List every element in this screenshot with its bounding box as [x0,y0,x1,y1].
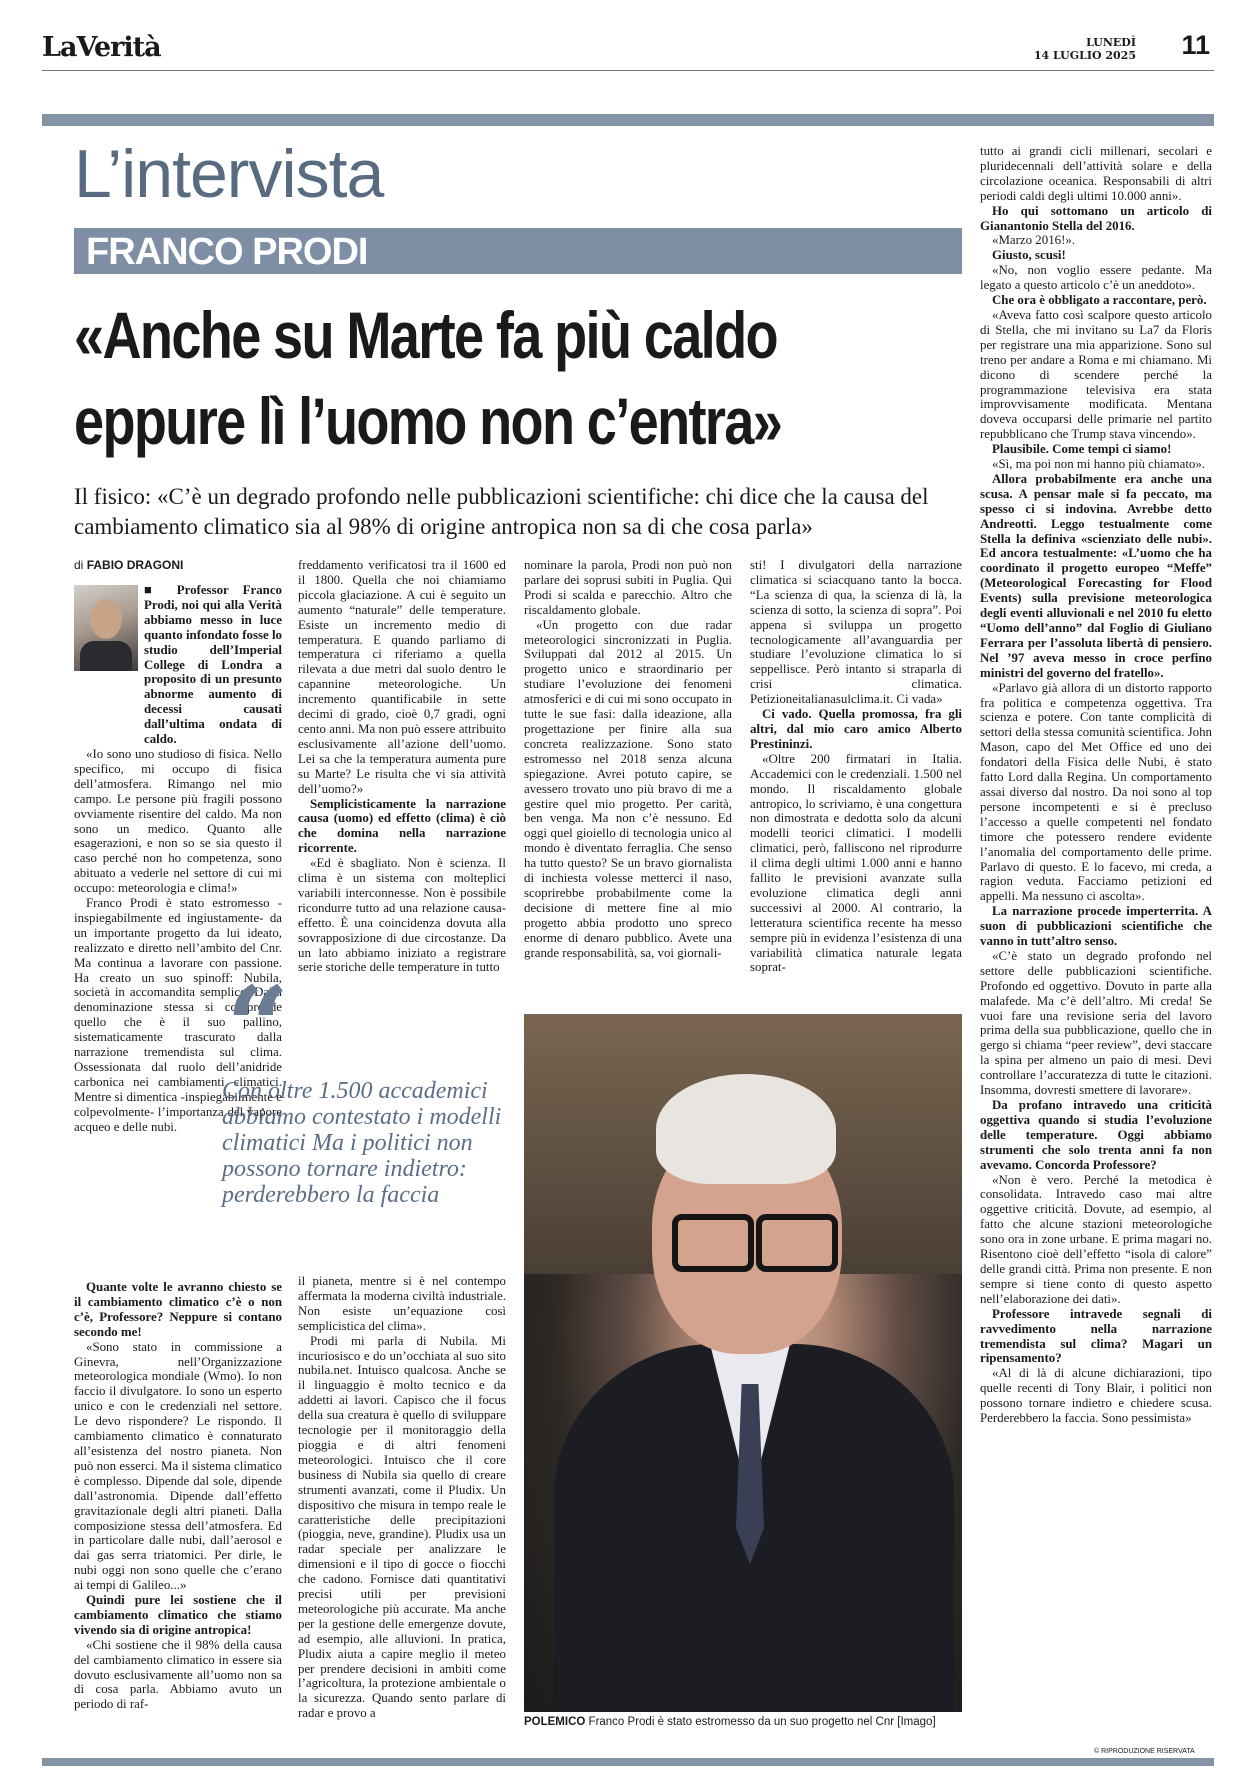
byline-prefix: di [74,558,84,572]
headline [74,292,812,464]
photo-caption [524,1716,964,1728]
photo-hair [656,1074,836,1184]
article-paragraph: «Sì, ma poi non mi hanno più chiamato». [992,457,1206,472]
article-column-3 [524,558,732,960]
issue-day: LUNEDÌ [1086,36,1136,49]
article-paragraph: «No, non voglio essere pedante. Ma legato a questo articolo c’è un aneddoto». [980,263,1212,293]
article-column-2-lower [298,1274,506,1721]
article-paragraph: Ho qui sottomano un articolo di Gianantonio Stella del 2016. [980,203,1212,233]
article-paragraph: nominare la parola, Prodi non può non parlare dei soprusi subiti in Puglia. Qui Prodi si scalda e parecchio. Altro che riscaldamento globale. [524,558,732,617]
pull-quote: Con oltre 1.500 accademici abbiamo contestato i modelli climatici Ma i politici non possono tornare indietro: perderebbero la faccia [222,1078,502,1208]
article-column-4 [750,558,962,975]
article-paragraph: Quindi pure lei sostiene che il cambiamento climatico che stiamo vivendo sia di origine antropica! [74,1593,282,1637]
article-paragraph: Prodi mi parla di Nubila. Mi incuriosisco e do un’occhiata al suo sito nubila.net. Intuisco qualcosa. Anche se il linguaggio è molto tecnico e da addetti ai lavori. Capisco che il focus della sua creatura è quello di sviluppare tecnologie per il monitoraggio della pioggia e di altri fenomeni meteorologici. Intuisco che il core business di Nubila sia quello di creare strumenti avanzati, come il Pludix. Un dispositivo che misura in tempo reale le caratteristiche delle precipitazioni (pioggia, neve, grandine). Pludix usa un radar speciale per analizzare le dimensioni e il tipo di gocce o fiocchi che cadono. Fornisce dati quantitativi precisi utili per previsioni meteorologiche più accurate. Ma anche per la gestione delle emergenze dovute, ad esempio, alle alluvioni. In pratica, Pludix aiuta a capire meglio il meteo per prendere decisioni in ambiti come l’agricoltura, la protezione ambientale o la sicurezza. Quando sento parlare di radar e provo a [298,1333,506,1721]
section-label: L’intervista [74,136,384,212]
article-paragraph: Ci vado. Quella promossa, fra gli altri, dal mio caro amico Alberto Prestininzi. [750,707,962,751]
article-paragraph: ■ Professor Franco Prodi, noi qui alla Verità abbiamo messo in luce quanto infondato fosse lo studio dell’Imperial College di Londra a proposito di un presunto abnorme aumento di decessi causati dall’ultima ondata di caldo. [144,583,282,747]
article-paragraph: freddamento verificatosi tra il 1600 ed il 1800. Quella che noi chiamiamo piccola glaciazione. A cui è seguito un aumento “naturale” delle temperature. Esiste un incremento medio di temperatura. E quando parliamo di temperatura ci riferiamo a quella rilevata a due metri dal suolo dentro le capannine meteorologiche. Un incremento quantificabile in sette decimi di grado, cioè 0,7 gradi, ogni cento anni. Ma non può essere attribuito esclusivamente all’azione dell’uomo. Lei sa che la temperatura aumenta pure su Marte? Le risulta che vi sia attività dell’uomo?» [298,558,506,796]
article-paragraph: «Sono stato in commissione a Ginevra, nell’Organizzazione meteorologica mondiale (Wmo). Io non faccio il divulgatore. Io sono un esperto unico e con le credenziali nel settore. Le devo rispondere? Le rispondo. Il cambiamento climatico è connaturato all’esistenza del nostro pianeta. Non può non esserci. Ma il sistema climatico è complesso. Dipende dal sole, dipende dall’astronomia. Dipende dall’effetto gravitazionale degli altri pianeti. Dalla composizione stessa dell’atmosfera. Ed in particolare dalle nubi, dall’aerosol e dai gas serra triatomici. Per dirle, le nubi oggi non sono quelle che c’erano ai tempi di Galileo...» [74,1339,282,1593]
article-paragraph: sti! I divulgatori della narrazione climatica si sciacquano tanto la bocca. “La scienza di qua, la scienza di là, la scienza di sotto, la scienza di sopra”. Poi appena si sviluppa un progetto tecnologicamente all’avanguardia per studiare l’evoluzione climatica lo si seppellisce. Però intanto si straparla di crisi climatica. Petizioneitalianasulclima.it. Ci vada» [750,558,962,707]
article-paragraph: Da profano intravedo una criticità oggettiva quando si studia l’evoluzione delle temperature. Oggi abbiamo strumenti che solo trenta anni fa non avevamo. Concorda Professore? [980,1098,1212,1172]
byline [74,558,183,572]
headline-line-1: «Anche su Marte fa più caldo [74,298,777,372]
article-paragraph: Plausibile. Come tempi ci siamo! [992,442,1172,457]
article-paragraph: Franco Prodi è stato estromesso -inspiegabilmente ed ingiustamente- da un importante progetto da lui ideato, realizzato e diretto nell’ambito del Cnr. Ma continua a lavorare con passione. Ha creato un suo spinoff: Nubila, società in accomandita semplice. Dalla denominazione stessa si comprende quello che è il suo pallino, sistematicamente trascurato dalla narrazione tremendista sul clima. Ossessionata dal ruolo dell’anidride carbonica nei cambiamenti climatici. Mentre si dimentica -inspiegabilmente e colpevolmente- l’importanza del vapore acqueo e delle nubi. [74,896,282,1134]
article-paragraph: «Chi sostiene che il 98% della causa del cambiamento climatico in essere sia dovuto esclusivamente all’uomo non sa di cosa parla. Abbiamo avuto un periodo di raf- [74,1637,282,1712]
masthead [42,30,1214,71]
article-paragraph: «Oltre 200 firmatari in Italia. Accademici con le credenziali. 1.500 nel mondo. Il riscaldamento globale antropico, lo scriviamo, è una congettura non dimostrata e dedotta solo da alcuni modelli teorici climatici. I modelli climatici, però, falliscono nel riprodurre il clima degli ultimi 1.000 anni e hanno fallito le previsioni avanzate sulla evoluzione climatica degli anni successivi al 2000. Al contrario, la letteratura scientifica recente ha messo sempre più in evidenza l’esistenza di una variabilità climatica naturale legata soprat- [750,751,962,975]
article-paragraph: «C’è stato un degrado profondo nel settore delle pubblicazioni scientifiche. Profondo ed oggettivo. Dovuto in parte alla malafede. Ma c’è dell’altro. Mi creda! Se vuoi fare una revisione seria del lavoro prima della sua pubblicazione, quello che in gergo si chiama “peer review”, devi staccare la spina per almeno un paio di mesi. Devi controllare l’accuratezza di tutte le citazioni. Insomma, dovresti smettere di lavorare». [980,948,1212,1098]
article-paragraph: «Ed è sbagliato. Non è scienza. Il clima è un sistema con molteplici variabili interconnesse. Non è possibile ricondurre tutto ad una relazione causa-effetto. È una coincidenza dovuta alla sovrapposizione di due circostanze. Da un lato abbiamo iniziato a registrare serie storiche delle temperature in tutto [298,856,506,975]
byline-author: FABIO DRAGONI [86,558,184,572]
quote-mark-icon: “ [226,962,290,1091]
article-paragraph: Allora probabilmente era anche una scusa. A pensar male si fa peccato, ma spesso ci si indovina. Avrebbe detto Andreotti. Leggo testualmente come Stella la definiva «scienziato delle nubi». Ed ancora testualmente: «L’uomo che ha coordinato il progetto europeo “Meffe” (Meteorological Forecasting for Flood Events) sulla previsione meteorologica degli eventi alluvionali e nel 2010 fu eletto “Uomo dell’anno” dal Foglio di Giuliano Ferrara per l’assoluta libertà di pensiero. Nel ’97 aveva messo in croce perfino ministri del governo del fratello». [980,471,1212,680]
article-column-2 [298,558,506,975]
article-paragraph: «Parlavo già allora di un distorto rapporto fra politica e competenza oggettiva. Tra scienza e potere. Con tante complicità di settori della stessa comunità scientifica. John Mason, capo del Met Office ed uno dei fondatori della Fisica delle Nubi, è stato fatto Lord dalla Regina. Un comportamento assai diverso dal nostro. Da noi sono al top persone incompetenti e si è precluso l’accesso a quelle competenti nel fondato timore che potessero rendere evidente l’anomalia del comportamento delle prime. Parlavo di questo. E lo facevo, mi creda, a ragion veduta. Facciamo petizioni ed appelli. Ma nessuno ci ascolta». [980,680,1212,904]
article-paragraph: «Aveva fatto così scalpore questo articolo di Stella, che mi invitano su La7 da Floris per registrare una mia apparizione. Sono sul treno per andare a Roma e mi chiamano. Mi dicono di scendere perché la programmazione televisiva era stata improvvisamente modificata. Mentana doveva occuparsi delle primarie nel partito repubblicano che Trump stava vincendo». [980,307,1212,442]
kicker: FRANCO PRODI [86,231,368,273]
article-paragraph: Quante volte le avranno chiesto se il cambiamento climatico c’è o non c’è, Professore? Neppure si contano secondo me! [74,1280,282,1339]
article-paragraph: il pianeta, mentre si è nel contempo affermata la moderna civiltà industriale. Non esiste un’equazione così semplicistica del clima». [298,1274,506,1333]
top-rule [42,114,1214,126]
kicker-bar [74,228,962,274]
issue-full-date: 14 LUGLIO 2025 [1033,49,1136,62]
article-column-1-lower [74,1280,282,1712]
article-column-5 [980,144,1212,1426]
article-paragraph: «Marzo 2016!». [992,233,1076,248]
caption-text: Franco Prodi è stato estromesso da un suo progetto nel Cnr [Imago] [585,1716,936,1728]
newspaper-logo: LaVerità [42,32,161,63]
bottom-rule [42,1758,1214,1766]
headline-line-2: eppure lì l’uomo non c’entra» [74,384,782,458]
article-paragraph: tutto ai grandi cicli millenari, secolari e pluridecennali dell’attività solare e della circolazione oceanica. Responsabili di altri periodi caldi degli ultimi 10.000 anni». [980,144,1212,203]
subheadline: Il fisico: «C’è un degrado profondo nelle pubblicazioni scientifiche: chi dice che la causa del cambiamento climatico sia al 98% di origine antropica non sa di che cosa parla» [74,484,929,539]
glasses-left-lens [672,1214,754,1272]
article-paragraph: «Al di là di alcune dichiarazioni, tipo quelle recenti di Tony Blair, i politici non possono tornare indietro e chiedere scusa. Perderebbero la faccia. Sono pessimista» [980,1366,1212,1426]
issue-date [1034,36,1136,62]
page-number: 11 [1181,30,1210,60]
glasses-right-lens [756,1214,838,1272]
article-paragraph: «Io sono uno studioso di fisica. Nello specifico, mi occupo di fisica dell’atmosfera. Rimango nel mio campo. Le persone più fragili possono ovviamente risentire del caldo. Ma non sono un medico. Quanto alle esagerazioni, e non so se sia questo il caso perché non ho competenza, sono abituato a vederle nel settore di cui mi occupo: meteorologia e clima!» [74,746,282,896]
article-paragraph: «Un progetto con due radar meteorologici sincronizzati in Puglia. Sviluppati dal 2012 al 2015. Un progetto unico e straordinario per studiare l’evoluzione dei fenomeni atmosferici e di cui mi sono occupato in tutte le sue fasi: dalla ideazione, alla progettazione per finire alla sua concreta realizzazione. Sono stato estromesso nel 2018 senza alcuna spiegazione. Avrei potuto capire, se avessero trovato uno più bravo di me a gestire quel mio progetto. Per carità, ben venga. Ma non c’è nessuno. Ed oggi quel gioiello di tecnologia unico al mondo è diventato ferraglia. Che senso ha tutto questo? Se un bravo giornalista di inchiesta volesse metterci il naso, scoprirebbe probabilmente come la decisione di mettere fine al mio progetto abbia prodotto uno spreco enorme di denaro pubblico. Avete una grande responsabilità, sa, voi giornali- [524,617,732,960]
subject-photo [524,1014,962,1712]
article-paragraph: Giusto, scusi! [992,248,1066,263]
article-paragraph: «Non è vero. Perché la metodica è consolidata. Intravedo caso mai altre oggettive criticità. Dovute, ad esempio, al fatto che alcune stazioni meteorologiche sono ora in zone urbane. E prima magari no. Risentono cioè dell’effetto “isola di calore” delle grandi città. Prima non presente. E non sempre si tiene conto di questo aspetto nell’elaborazione dei dati». [980,1172,1212,1306]
caption-label: POLEMICO [524,1716,586,1728]
article-paragraph: Professore intravede segnali di ravvedimento nella narrazione tremendista sul clima? Magari un ripensamento? [980,1306,1212,1366]
copyright-note: © RIPRODUZIONE RISERVATA [1094,1748,1195,1755]
article-paragraph: La narrazione procede imperterrita. A suon di pubblicazioni scientifiche che vanno in tutt’altro senso. [980,904,1212,949]
article-paragraph: Che ora è obbligato a raccontare, però. [992,293,1207,308]
article-paragraph: Semplicisticamente la narrazione causa (uomo) ed effetto (clima) è ciò che domina nella narrazione ricorrente. [298,796,506,856]
